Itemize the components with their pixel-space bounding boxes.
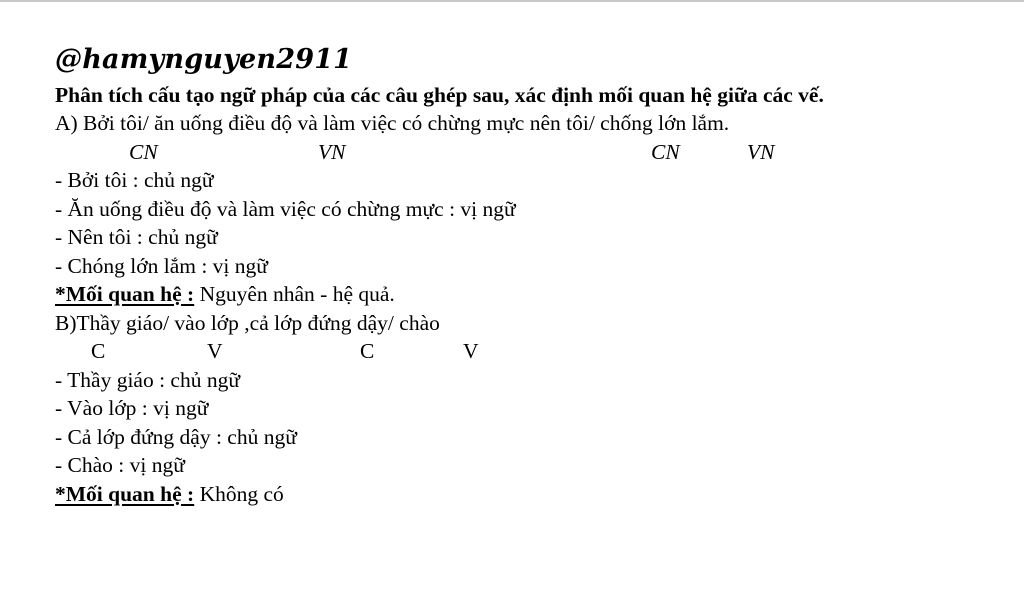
part-a-analysis-line: - Nên tôi : chủ ngữ xyxy=(55,225,218,249)
part-b-analysis-line: - Vào lớp : vị ngữ xyxy=(55,396,209,420)
part-b-analysis-line: - Cả lớp đứng dậy : chủ ngữ xyxy=(55,425,297,449)
part-a-tag-subject-1: CN xyxy=(129,140,158,164)
part-a-analysis-line: - Chóng lớn lắm : vị ngữ xyxy=(55,254,268,278)
part-a-tag-predicate-1: VN xyxy=(318,140,346,164)
part-b-sentence: B)Thầy giáo/ vào lớp ,cả lớp đứng dậy/ chào xyxy=(55,311,440,335)
part-a-sentence: A) Bởi tôi/ ăn uống điều độ và làm việc có chừng mực nên tôi/ chống lớn lắm. xyxy=(55,111,730,135)
part-b-tag-predicate-1: V xyxy=(207,339,223,363)
part-b-tag-predicate-2: V xyxy=(463,339,479,363)
part-a-tag-predicate-2: VN xyxy=(747,140,775,164)
part-b-relation-label: *Mối quan hệ : xyxy=(55,482,195,506)
part-a-relation-value: Nguyên nhân - hệ quả. xyxy=(194,282,395,306)
part-a-analysis-line: - Bởi tôi : chủ ngữ xyxy=(55,168,214,192)
part-b-analysis-line: - Chào : vị ngữ xyxy=(55,453,185,477)
part-b-relation xyxy=(55,480,284,508)
part-b-relation-value: Không có xyxy=(194,482,284,506)
part-b-tag-subject-2: C xyxy=(360,339,375,363)
part-a-relation xyxy=(55,280,395,308)
heading: Phân tích cấu tạo ngữ pháp của các câu ghép sau, xác định mối quan hệ giữa các vế. xyxy=(55,83,824,107)
author-handle: @hamynguyen2911 xyxy=(55,44,353,75)
part-a-tag-subject-2: CN xyxy=(651,140,680,164)
part-b-analysis-line: - Thầy giáo : chủ ngữ xyxy=(55,368,241,392)
part-a-analysis-line: - Ăn uống điều độ và làm việc có chừng mực : vị ngữ xyxy=(55,197,516,221)
part-b-tag-subject-1: C xyxy=(91,339,106,363)
part-a-relation-label: *Mối quan hệ : xyxy=(55,282,195,306)
